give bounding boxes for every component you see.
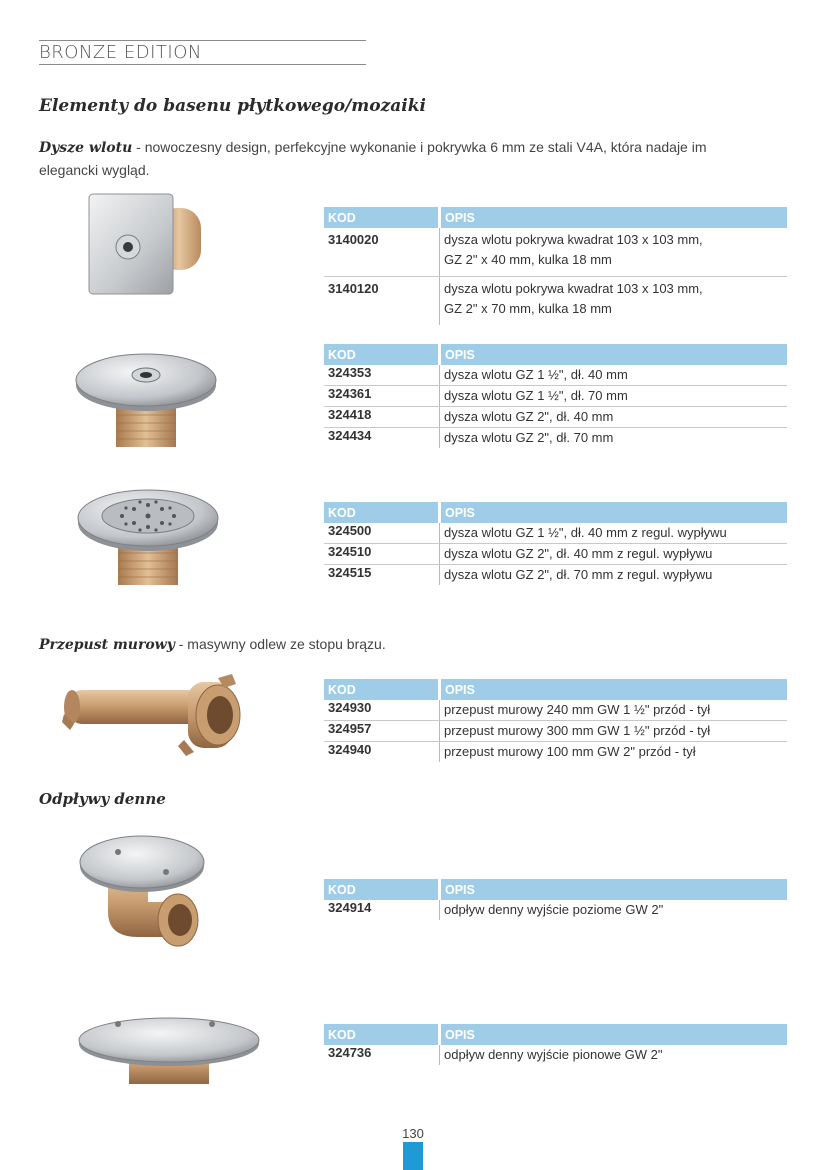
col-header-desc: OPIS xyxy=(440,679,788,700)
product-code: 324957 xyxy=(324,721,440,742)
product-code: 324434 xyxy=(328,428,372,443)
table-vertical-drains xyxy=(324,1024,787,1065)
table-row xyxy=(324,900,787,920)
product-code: 324914 xyxy=(328,900,372,915)
product-desc: odpływ denny wyjście pionowe GW 2" xyxy=(440,1045,788,1065)
table-row xyxy=(324,565,787,586)
product-code: 324930 xyxy=(324,700,440,721)
product-desc: przepust murowy 300 mm GW 1 ½" przód - tył xyxy=(440,721,788,742)
col-header-code: KOD xyxy=(324,679,440,700)
table-row xyxy=(324,721,787,742)
intro-nozzles xyxy=(39,136,799,181)
table-horizontal-drains xyxy=(324,879,787,920)
perforated-nozzle-image xyxy=(74,483,224,588)
table-row xyxy=(324,386,787,407)
col-header-desc: OPIS xyxy=(440,1024,788,1045)
product-desc: odpływ denny wyjście poziome GW 2" xyxy=(440,900,788,920)
table-row xyxy=(324,700,787,721)
intro-wall-passage xyxy=(39,633,386,656)
intro-nozzles-text2: elegancki wygląd. xyxy=(39,162,150,178)
product-code: 324736 xyxy=(328,1045,372,1060)
product-code: 324940 xyxy=(328,742,372,757)
intro-nozzles-text: - nowoczesny design, perfekcyjne wykonanie i pokrywka 6 mm ze stali V4A, która nadaje im xyxy=(132,139,707,155)
drains-title: Odpływy denne xyxy=(39,790,166,808)
col-header-code: KOD xyxy=(324,879,440,900)
product-desc: dysza wlotu pokrywa kwadrat 103 x 103 mm, GZ 2" x 70 mm, kulka 18 mm xyxy=(440,277,788,326)
intro-wall-term: Przepust murowy xyxy=(39,637,175,653)
product-code: 324500 xyxy=(324,523,440,544)
col-header-code: KOD xyxy=(324,207,440,228)
product-desc: dysza wlotu GZ 1 ½", dł. 70 mm xyxy=(440,386,788,407)
col-header-code: KOD xyxy=(324,502,440,523)
product-code: 324353 xyxy=(324,365,440,386)
product-desc: dysza wlotu GZ 1 ½", dł. 40 mm xyxy=(440,365,788,386)
product-code: 3140120 xyxy=(328,281,379,296)
product-code: 324510 xyxy=(324,544,440,565)
intro-wall-text: - masywny odlew ze stopu brązu. xyxy=(174,636,386,652)
edition-banner: BRONZE EDITION xyxy=(39,40,366,65)
product-code: 3140020 xyxy=(324,228,440,277)
square-nozzle-image xyxy=(85,190,205,300)
table-row xyxy=(324,365,787,386)
table-row xyxy=(324,544,787,565)
table-row xyxy=(324,407,787,428)
horizontal-drain-image xyxy=(78,832,213,952)
product-desc: przepust murowy 100 mm GW 2" przód - tył xyxy=(440,742,788,763)
section-title: Elementy do basenu płytkowego/mozaiki xyxy=(39,96,426,116)
product-code: 324515 xyxy=(328,565,372,580)
product-desc: dysza wlotu GZ 2", dł. 40 mm z regul. wypływu xyxy=(440,544,788,565)
table-row xyxy=(324,523,787,544)
product-code: 324361 xyxy=(324,386,440,407)
product-desc: dysza wlotu GZ 2", dł. 70 mm xyxy=(440,428,788,449)
table-row xyxy=(324,277,787,326)
col-header-desc: OPIS xyxy=(440,502,788,523)
table-row xyxy=(324,428,787,449)
col-header-code: KOD xyxy=(324,344,440,365)
col-header-desc: OPIS xyxy=(440,207,788,228)
table-square-nozzles xyxy=(324,207,787,325)
table-wall-passages xyxy=(324,679,787,762)
page-number: 130 xyxy=(402,1126,424,1141)
table-row xyxy=(324,1045,787,1065)
round-nozzle-image xyxy=(72,345,222,450)
product-desc: dysza wlotu GZ 2", dł. 40 mm xyxy=(440,407,788,428)
product-desc: dysza wlotu pokrywa kwadrat 103 x 103 mm, GZ 2" x 40 mm, kulka 18 mm xyxy=(440,228,788,277)
product-code: 324418 xyxy=(324,407,440,428)
table-row xyxy=(324,742,787,763)
wall-passage-image xyxy=(60,672,250,757)
page-tab-marker xyxy=(403,1142,423,1170)
col-header-code: KOD xyxy=(324,1024,440,1045)
product-desc: dysza wlotu GZ 1 ½", dł. 40 mm z regul. wypływu xyxy=(440,523,788,544)
product-desc: przepust murowy 240 mm GW 1 ½" przód - tył xyxy=(440,700,788,721)
vertical-drain-image xyxy=(74,1010,264,1090)
col-header-desc: OPIS xyxy=(440,879,788,900)
table-regulated-nozzles xyxy=(324,502,787,585)
col-header-desc: OPIS xyxy=(440,344,788,365)
product-desc: dysza wlotu GZ 2", dł. 70 mm z regul. wypływu xyxy=(440,565,788,586)
table-row xyxy=(324,228,787,277)
intro-nozzles-term: Dysze wlotu xyxy=(39,140,133,156)
table-round-nozzles xyxy=(324,344,787,448)
